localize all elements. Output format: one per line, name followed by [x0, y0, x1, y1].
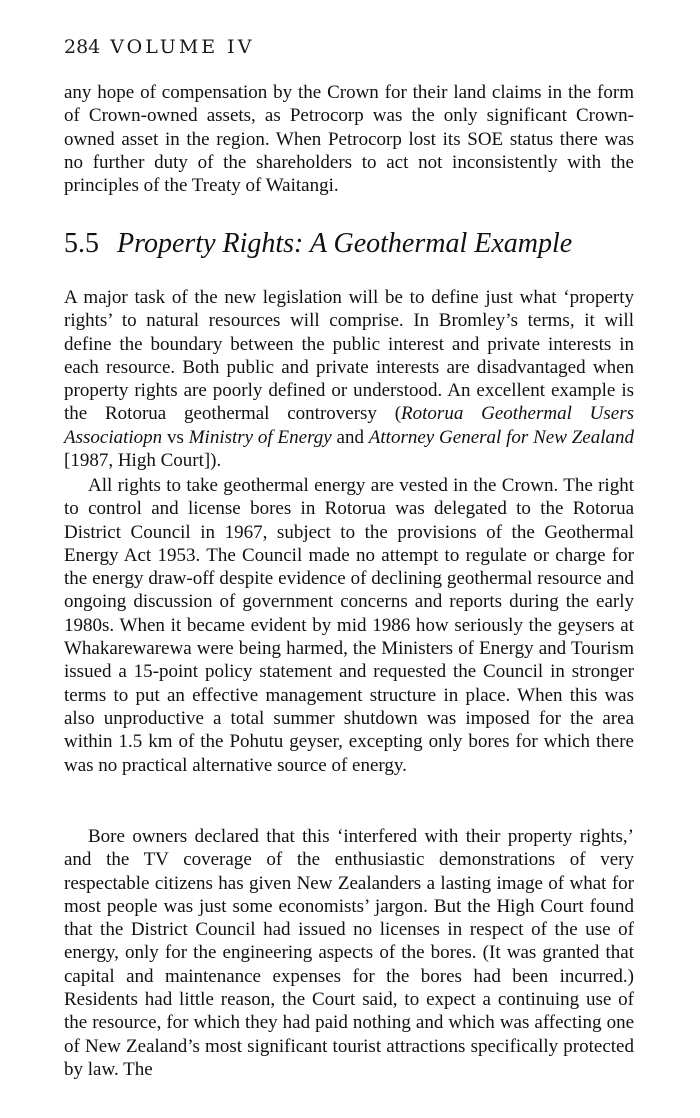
paragraph-intro — [64, 286, 634, 472]
paragraph-bore-owners: Bore owners declared that this ‘interfered with their property rights,’ and the TV coverage of the enthusiastic demonstrations of very respectable citizens has given New Zealanders a lasting image of what for most people was just some economists’ jargon. But the High Court found that the District Council had issued no licenses in respect of the use of energy, only for the engineering aspects of the bores. (It was granted that capital and maintenance expenses for the bores had been incurred.) Residents had little reason, the Court said, to expect a continuing use of the resource, for which they had paid nothing and which was affecting one of New Zealand’s most significant tourist attractions specifically protected by law. The — [64, 826, 634, 1080]
running-head — [64, 36, 254, 58]
paragraph-rights: All rights to take geothermal energy are vested in the Crown. The right to control and license bores in Rotorua was delegated to the Rotorua District Council in 1967, subject to the provisions of the Geothermal Energy Act 1953. The Council made no attempt to regulate or charge for the energy draw-off despite evidence of declining geothermal resource and ongoing discussion of government concerns and reports during the early 1980s. When it became evident by mid 1986 how seriously the geysers at Whakarewarewa were being harmed, the Ministers of Energy and Tourism issued a 15-point policy statement and requested the Council in stronger terms to put an effective management structure in place. When this was also unproductive a total summer shutdown was imposed for the area within 1.5 km of the Pohutu geyser, excepting only bores for which there was no practical alternative source of energy. — [64, 475, 634, 776]
page-number: 284 — [64, 36, 101, 58]
section-number: 5.5 — [64, 228, 99, 259]
section-title: Property Rights: A Geothermal Example — [117, 228, 573, 259]
case-name: Rotorua Geothermal Users Associatiopn — [64, 403, 634, 448]
p2-vs: vs — [162, 426, 189, 448]
p2-end: [1987, High Court]). — [64, 450, 222, 472]
case-attorney: Attorney General for New Zealand — [368, 426, 635, 448]
case-ministry: Ministry of Energy — [188, 426, 332, 448]
section-heading — [64, 228, 572, 260]
paragraph-continuation: any hope of compensation by the Crown for their land claims in the form of Crown-owned assets, as Petrocorp was the only significant Crown-owned asset in the region. When Petrocorp lost its SOE status there was no further duty of the shareholders to act not inconsistently with the principles of the Treaty of Waitangi. — [64, 82, 634, 197]
volume-label: VOLUME IV — [110, 36, 255, 58]
p2-and: and — [331, 426, 369, 448]
p2-text-a: A major task of the new legislation will be to define just what ‘property rights’ to natural resources will comprise. In Bromley’s terms, it will define the boundary between the public interest and private interests in each resource. Both public and private interests are disadvantaged when property rights are poorly defined or understood. An excellent example is the Rotorua geothermal controversy ( — [64, 287, 634, 425]
